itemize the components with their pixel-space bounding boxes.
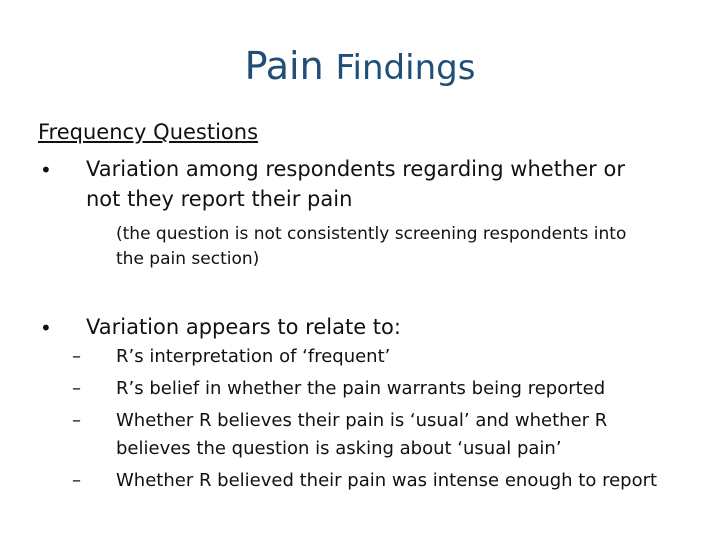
slide-title xyxy=(0,44,720,88)
sub-item-2: R’s belief in whether the pain warrants being reported xyxy=(116,378,606,399)
sub-dash-4: – xyxy=(72,470,81,491)
section-heading: Frequency Questions xyxy=(38,120,259,144)
bullet-2-text: Variation appears to relate to: xyxy=(86,315,401,339)
sub-dash-3: – xyxy=(72,410,81,431)
sub-item-3-line-1: Whether R believes their pain is ‘usual’ and whether R xyxy=(116,410,608,431)
bullet-dot-1: • xyxy=(40,158,52,182)
note-line-1: (the question is not consistently screening respondents into xyxy=(116,224,627,244)
note-text xyxy=(116,222,626,272)
title-word-pain: Pain xyxy=(244,44,324,88)
sub-item-1: R’s interpretation of ‘frequent’ xyxy=(116,346,391,367)
sub-dash-2: – xyxy=(72,378,81,399)
bullet-dot-2: • xyxy=(40,316,52,340)
title-word-findings: Findings xyxy=(335,48,476,88)
bullet-1-line-2: not they report their pain xyxy=(86,187,353,211)
sub-dash-1: – xyxy=(72,346,81,367)
sub-item-3-line-2: believes the question is asking about ‘usual pain’ xyxy=(116,438,562,459)
note-line-2: the pain section) xyxy=(116,249,260,269)
bullet-1-line-1: Variation among respondents regarding whether or xyxy=(86,157,625,181)
sub-item-4: Whether R believed their pain was intense enough to report xyxy=(116,470,658,491)
